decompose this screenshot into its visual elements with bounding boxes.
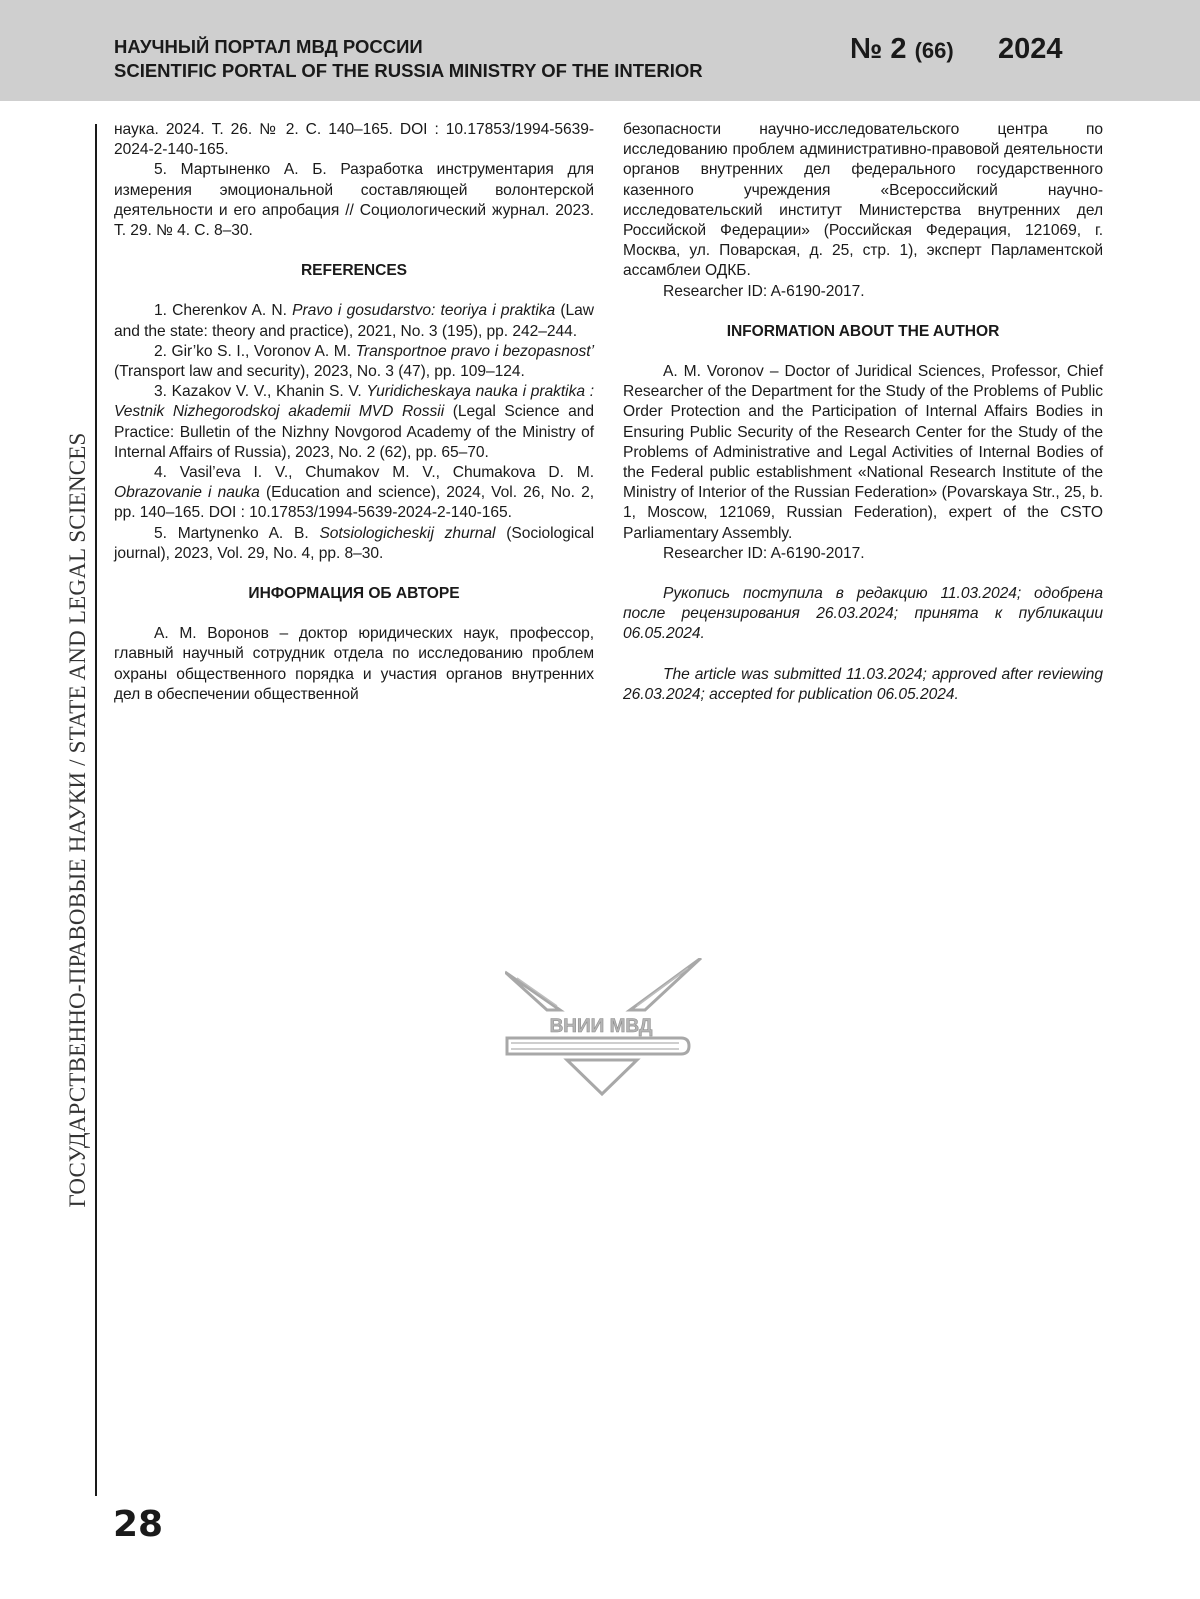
issue-total: (66) [915, 38, 954, 63]
logo-text: ВНИИ МВД [550, 1016, 653, 1037]
reference-en: 4. Vasil’eva I. V., Chumakov M. V., Chumakova D. M. Obrazovanie i nauka (Education and science), 2024, Vol. 26, No. 2, pp. 140–165. DOI : 10.17853/1994-5639-2024-2-140-165. [114, 463, 594, 524]
author-info-ru-cont: безопасности научно-исследовательского центра по исследованию проблем административно-правовой деятельности органов внутренних дел федерального государственного казенного учреждения «Всероссийский научно-исследовательский институт Министерства внутренних дел Российской Федерации» (Российская Федерация, 121069, г. Москва, ул. Поварская, д. 25, стр. 1), эксперт Парламентской ассамблеи ОДКБ. [623, 120, 1103, 282]
references-heading: REFERENCES [114, 261, 594, 281]
page-header [0, 0, 1200, 101]
reference-en: 2. Gir’ko S. I., Voronov A. M. Transportnoe pravo i bezopasnost’ (Transport law and security), 2023, No. 3 (47), pp. 109–124. [114, 342, 594, 382]
side-rule [95, 124, 97, 1496]
issue-year: 2024 [998, 33, 1063, 66]
logo-bottom-triangle [567, 1060, 637, 1094]
author-info-en: A. M. Voronov – Doctor of Juridical Sciences, Professor, Chief Researcher of the Department for the Study of the Problems of Public Order Protection and the Participation of Internal Affairs Bodies in Ensuring Public Security of the Research Center for the Study of the Problems of Administrative and Legal Activities of Internal Bodies of the Federal public establishment «National Research Institute of the Ministry of Interior of the Russian Federation» (Povarskaya Str., 25, b. 1, Moscow, 121069, Russian Federation), expert of the CSTO Parliamentary Assembly. [623, 362, 1103, 544]
section-side-title: ГОСУДАРСТВЕННО-ПРАВОВЫЕ НАУКИ / STATE AND LEGAL SCIENCES [65, 432, 91, 1207]
submission-dates-en: The article was submitted 11.03.2024; approved after reviewing 26.03.2024; accepted for publication 06.05.2024. [623, 665, 1103, 705]
left-column [114, 120, 594, 705]
institute-logo-icon [505, 958, 715, 1118]
reference-continuation: наука. 2024. Т. 26. № 2. С. 140–165. DOI : 10.17853/1994-5639-2024-2-140-165. [114, 120, 594, 160]
reference-en: 1. Cherenkov A. N. Pravo i gosudarstvo: teoriya i praktika (Law and the state: theory and practice), 2021, No. 3 (195), pp. 242–244. [114, 301, 594, 341]
page-number: 28 [113, 1504, 163, 1545]
researcher-id: Researcher ID: A-6190-2017. [623, 282, 1103, 302]
journal-title-ru: НАУЧНЫЙ ПОРТАЛ МВД РОССИИ [114, 36, 423, 58]
reference-ru-5: 5. Мартыненко А. Б. Разработка инструментария для измерения эмоциональной составляющей волонтерской деятельности и его апробация // Социологический журнал. 2023. Т. 29. № 4. С. 8–30. [114, 160, 594, 241]
logo-left-wing [505, 972, 560, 1010]
author-heading-en: INFORMATION ABOUT THE AUTHOR [623, 322, 1103, 342]
author-heading-ru: ИНФОРМАЦИЯ ОБ АВТОРЕ [114, 584, 594, 604]
author-info-ru: А. М. Воронов – доктор юридических наук, профессор, главный научный сотрудник отдела по исследованию проблем охраны общественного порядка и участия органов внутренних дел в обеспечении общественной [114, 624, 594, 705]
right-column [623, 120, 1103, 705]
reference-en: 5. Martynenko A. B. Sotsiologicheskij zhurnal (Sociological journal), 2023, Vol. 29, No. 4, pp. 8–30. [114, 524, 594, 564]
reference-en: 3. Kazakov V. V., Khanin S. V. Yuridicheskaya nauka i praktika : Vestnik Nizhegorodskoj akademii MVD Rossii (Legal Science and Practice: Bulletin of the Nizhny Novgorod Academy of the Ministry of Internal Affairs of Russia), 2023, No. 2 (62), pp. 65–70. [114, 382, 594, 463]
submission-dates-ru: Рукопись поступила в редакцию 11.03.2024; одобрена после рецензирования 26.03.2024; принята к публикации 06.05.2024. [623, 584, 1103, 645]
researcher-id: Researcher ID: A-6190-2017. [623, 544, 1103, 564]
journal-title-en: SCIENTIFIC PORTAL OF THE RUSSIA MINISTRY OF THE INTERIOR [114, 60, 703, 82]
issue-no: № 2 [850, 33, 907, 65]
logo-book [507, 1038, 689, 1054]
issue-number [850, 33, 954, 66]
